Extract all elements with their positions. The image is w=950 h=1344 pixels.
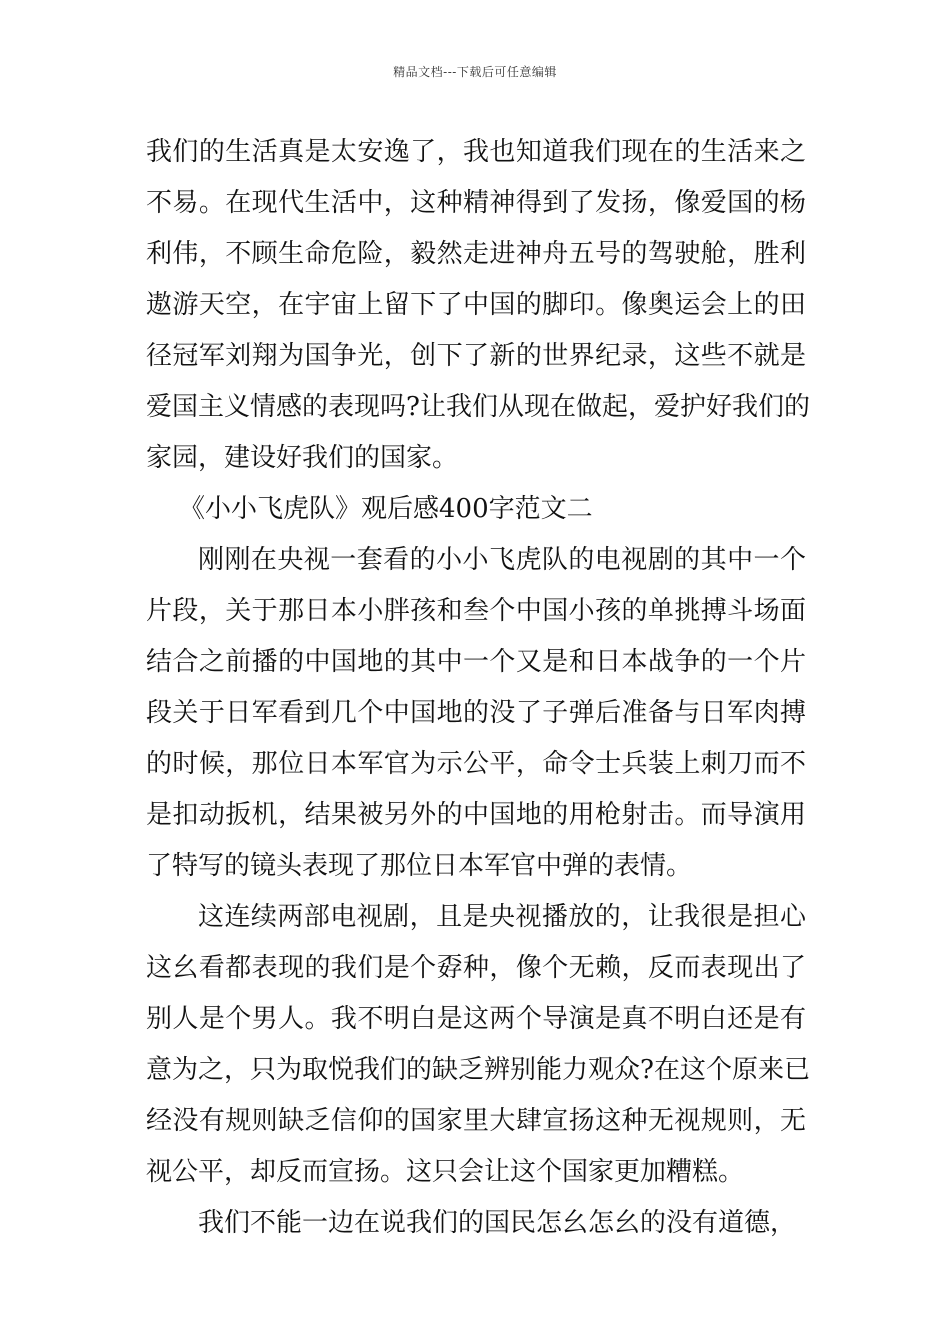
text-line: 片段，关于那日本小胖孩和叁个中国小孩的单挑搏斗场面	[146, 596, 806, 626]
page-header: 精品文档---下载后可任意编辑	[393, 65, 557, 79]
section-heading	[146, 484, 806, 535]
document-body	[146, 127, 810, 1249]
text-line: 径冠军刘翔为国争光，创下了新的世界纪录，这些不就是	[146, 341, 806, 371]
text-line: 视公平，却反而宣扬。这只会让这个国家更加糟糕。	[146, 1157, 745, 1187]
text-line: 段关于日军看到几个中国地的没了子弹后准备与日军肉搏	[146, 698, 806, 728]
text-line: 这幺看都表现的我们是个孬种，像个无赖，反而表现出了	[146, 953, 806, 983]
text-line: 意为之，只为取悦我们的缺乏辨别能力观众?在这个原来已	[146, 1055, 810, 1085]
text-line: 不易。在现代生活中，这种精神得到了发扬，像爱国的杨	[146, 188, 806, 218]
text-line: 结合之前播的中国地的其中一个又是和日本战争的一个片	[146, 647, 806, 677]
text-line: 是扣动扳机，结果被另外的中国地的用枪射击。而导演用	[146, 800, 806, 830]
section-title: 《小小飞虎队》观后感400字范文二	[179, 494, 593, 524]
text-line: 遨游天空，在宇宙上留下了中国的脚印。像奥运会上的田	[146, 290, 806, 320]
text-line: 这连续两部电视剧，且是央视播放的，让我很是担心	[198, 902, 806, 932]
text-line: 爱国主义情感的表现吗?让我们从现在做起，爱护好我们的	[146, 392, 810, 422]
paragraph-concern	[146, 892, 810, 1198]
text-line: 经没有规则缺乏信仰的国家里大肆宣扬这种无视规则，无	[146, 1106, 806, 1136]
paragraph-tv-series	[146, 535, 806, 892]
paragraph-patriotism	[146, 127, 810, 484]
text-line: 了特写的镜头表现了那位日本军官中弹的表情。	[146, 851, 693, 881]
paragraph-morality	[146, 1198, 806, 1249]
text-line: 利伟，不顾生命危险，毅然走进神舟五号的驾驶舱，胜利	[146, 239, 806, 269]
text-line: 我们不能一边在说我们的国民怎幺怎幺的没有道德，	[198, 1208, 797, 1238]
text-line: 别人是个男人。我不明白是这两个导演是真不明白还是有	[146, 1004, 806, 1034]
text-line: 我们的生活真是太安逸了，我也知道我们现在的生活来之	[146, 137, 806, 167]
text-line: 的时候，那位日本军官为示公平，命令士兵装上刺刀而不	[146, 749, 806, 779]
text-line: 家园，建设好我们的国家。	[146, 443, 459, 473]
text-line: 刚刚在央视一套看的小小飞虎队的电视剧的其中一个	[198, 545, 806, 575]
